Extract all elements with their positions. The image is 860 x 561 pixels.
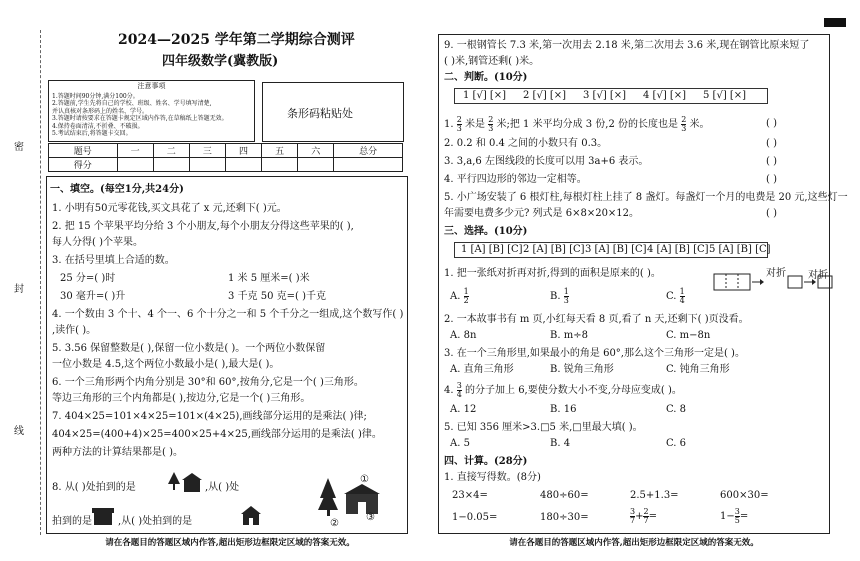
question-4-cont: ,读作( )。 xyxy=(52,325,97,336)
score-cell[interactable] xyxy=(189,158,225,172)
exam-subtitle: 四年级数学(冀教版) xyxy=(162,54,279,69)
calc-item-fraction-sum: $\frac{3}{7}$ + $\frac{2}{7}$ = xyxy=(630,507,657,525)
notice-line: 2.答题前,学生先将自己的学校、班级、姓名、学号填写清楚, xyxy=(52,100,212,107)
score-table xyxy=(48,143,403,172)
house-front-icon xyxy=(240,504,262,526)
choice-option[interactable]: 5 [A] [B] [C] xyxy=(709,244,771,255)
score-header: 六 xyxy=(298,144,334,158)
calc-title: 1. 直接写得数。(8分) xyxy=(444,472,541,483)
score-cell[interactable] xyxy=(334,158,403,172)
question-6-cont: 等边三角形的三个内角都是( ),按边分,它是一个( )三角形。 xyxy=(52,393,311,404)
choice-option[interactable]: 3 [A] [B] [C] xyxy=(585,244,647,255)
question-3: 3. 在括号里填上合适的数。 xyxy=(52,255,175,266)
choice-1-option-b: B. $\frac{1}{3}$ xyxy=(550,287,569,305)
judge-option[interactable]: 2 [√] [×] xyxy=(523,90,567,101)
fraction: $\frac{2}{3}$ xyxy=(488,115,494,133)
judge-option[interactable]: 1 [√] [×] xyxy=(463,90,507,101)
q3-item: 25 分=( )时 xyxy=(60,273,116,284)
score-header: 总分 xyxy=(334,144,403,158)
viewpoint-1: ① xyxy=(360,474,369,485)
binding-mark: 线 xyxy=(14,426,24,437)
question-8-line2: 拍到的是 xyxy=(52,516,92,527)
choice-4: 4. $\frac{3}{4}$ 的分子加上 6,要使分数大小不变,分母应变成( )。 xyxy=(444,381,682,399)
choice-1-option-a: A. $\frac{1}{2}$ xyxy=(450,287,469,305)
score-row-label: 得分 xyxy=(49,158,118,172)
left-footer: 请在各题目的答题区域内作答,超出矩形边框限定区域的答案无效。 xyxy=(105,538,355,548)
judge-answer-box[interactable] xyxy=(454,88,768,104)
right-page xyxy=(430,0,860,561)
section-judge: 二、判断。(10分) xyxy=(444,72,528,83)
notice-box xyxy=(48,80,255,142)
notice-line: 5.考试结束后,将答题卡交回。 xyxy=(52,130,132,137)
score-cell[interactable] xyxy=(153,158,189,172)
exam-title: 2024—2025 学年第二学期综合测评 xyxy=(118,32,355,48)
choice-2-option-b: B. m÷8 xyxy=(550,330,588,341)
choice-1-option-c: C. $\frac{1}{4}$ xyxy=(666,287,685,305)
choice-4-option-b: B. 16 xyxy=(550,404,577,415)
house-side-icon xyxy=(92,506,114,526)
choice-option[interactable]: 1 [A] [B] [C] xyxy=(461,244,523,255)
judge-option[interactable]: 3 [√] [×] xyxy=(583,90,627,101)
judge-paren[interactable]: ( ) xyxy=(766,138,777,149)
choice-3-option-a: A. 直角三角形 xyxy=(450,364,514,375)
question-5: 5. 3.56 保留整数是( ),保留一位小数是( )。一个两位小数保留 xyxy=(52,343,326,354)
question-7-cont: 404×25=(400+4)×25=400×25+4×25,画线部分运用的是乘法( )律。 xyxy=(52,429,382,440)
judge-1-b: 米是 xyxy=(465,119,486,130)
question-6: 6. 一个三角形两个内角分别是 30°和 60°,按角分,它是一个( )三角形。 xyxy=(52,377,364,388)
choice-1: 1. 把一张纸对折再对折,得到的面积是原来的( )。 xyxy=(444,268,661,279)
score-cell[interactable] xyxy=(262,158,298,172)
score-cell[interactable] xyxy=(117,158,153,172)
score-header: 四 xyxy=(225,144,261,158)
fold-label: 对折 xyxy=(766,268,786,279)
question-9: 9. 一根钢管长 7.3 米,第一次用去 2.18 米,第二次用去 3.6 米,现在钢管比原来短了 xyxy=(444,40,810,51)
judge-paren[interactable]: ( ) xyxy=(766,174,777,185)
score-header: 题号 xyxy=(49,144,118,158)
notice-title: 注意事项 xyxy=(137,82,166,90)
question-7: 7. 404×25=101×4×25=101×(4×25),画线部分运用的是乘法( )律; xyxy=(52,411,367,422)
score-cell[interactable] xyxy=(225,158,261,172)
judge-option[interactable]: 4 [√] [×] xyxy=(643,90,687,101)
choice-option[interactable]: 2 [A] [B] [C] xyxy=(523,244,585,255)
choice-5-option-c: C. 6 xyxy=(666,438,687,449)
choice-4-option-a: A. 12 xyxy=(450,404,477,415)
judge-3: 3. 3,a,6 左图线段的长度可以用 3a+6 表示。 xyxy=(444,156,649,167)
tree-house-icon xyxy=(168,470,202,494)
judge-1-a: 1. xyxy=(444,119,454,130)
calc-item: 23×4= xyxy=(452,490,488,501)
judge-1-d: 米。 xyxy=(689,119,710,130)
score-header: 五 xyxy=(262,144,298,158)
score-header: 二 xyxy=(153,144,189,158)
calc-item-fraction-diff: 1− $\frac{3}{5}$ = xyxy=(720,507,749,525)
judge-option[interactable]: 5 [√] [×] xyxy=(703,90,747,101)
judge-5-cont: 年需要电费多少元? 列式是 6×8×20×12。 xyxy=(444,208,640,219)
notice-line: 3.答题时请按要求在答题卡规定区域内作答,在草稿纸上答题无效。 xyxy=(52,115,228,122)
judge-1 xyxy=(444,116,709,133)
section-calc: 四、计算。(28分) xyxy=(444,456,528,467)
judge-paren[interactable]: ( ) xyxy=(766,156,777,167)
choice-5: 5. 已知 356 厘米>3.□5 米,□里最大填( )。 xyxy=(444,422,643,433)
calc-item: 480÷60= xyxy=(540,490,589,501)
choice-answer-box[interactable] xyxy=(454,242,771,258)
score-cell[interactable] xyxy=(298,158,334,172)
fraction: $\frac{2}{3}$ xyxy=(681,115,687,133)
judge-2: 2. 0.2 和 0.4 之间的小数只有 0.3。 xyxy=(444,138,608,149)
judge-5: 5. 小广场安装了 6 根灯柱,每根灯柱上挂了 8 盏灯。每盏灯一个月的电费是 20 元,这些灯一 xyxy=(444,192,848,203)
calc-item: 2.5+1.3= xyxy=(630,490,679,501)
notice-line: 4.保持卷面清洁,不折叠、不破损。 xyxy=(52,122,144,130)
section-choice: 三、选择。(10分) xyxy=(444,226,528,237)
choice-5-option-a: A. 5 xyxy=(450,438,470,449)
choice-4-option-c: C. 8 xyxy=(666,404,687,415)
judge-paren[interactable]: ( ) xyxy=(766,118,777,129)
choice-option[interactable]: 4 [A] [B] [C] xyxy=(647,244,709,255)
judge-1-c: 米;把 1 米平均分成 3 份,2 份的长度也是 xyxy=(496,119,679,130)
corner-marker xyxy=(824,18,846,27)
right-footer: 请在各题目的答题区域内作答,超出矩形边框限定区域的答案无效。 xyxy=(509,538,759,548)
choice-3-option-c: C. 钝角三角形 xyxy=(666,364,730,375)
question-1: 1. 小明有50元零花钱,买文具花了 x 元,还剩下( )元。 xyxy=(52,203,287,214)
choice-2-option-c: C. m−8n xyxy=(666,330,711,341)
binding-mark: 密 xyxy=(14,142,24,153)
question-9-cont: ( )米,钢管还剩( )米。 xyxy=(444,56,540,67)
barcode-area xyxy=(262,82,404,142)
binding-line xyxy=(6,30,41,535)
choice-3: 3. 在一个三角形里,如果最小的角是 60°,那么这个三角形一定是( )。 xyxy=(444,348,745,359)
fraction: $\frac{2}{3}$ xyxy=(456,115,462,133)
question-4: 4. 一个数由 3 个十、4 个一、6 个十分之一和 5 个千分之一组成,这个数写作( ) xyxy=(52,309,404,320)
score-header: 一 xyxy=(117,144,153,158)
question-8-line2-cont: ,从( )处拍到的是 xyxy=(118,516,193,527)
choice-5-option-b: B. 4 xyxy=(550,438,571,449)
question-7-result: 两种方法的计算结果都是( )。 xyxy=(52,447,183,458)
q3-item: 1 米 5 厘米=( )米 xyxy=(228,273,310,284)
choice-2-option-a: A. 8n xyxy=(450,330,477,341)
question-5-cont: 一位小数是 4.5,这个两位小数最小是( ),最大是( )。 xyxy=(52,359,280,370)
question-2: 2. 把 15 个苹果平均分给 3 个小朋友,每个小朋友分得这些苹果的( ), xyxy=(52,221,354,232)
q3-item: 30 毫升=( )升 xyxy=(60,291,126,302)
calc-item: 1−0.05= xyxy=(452,512,498,523)
section-fill: 一、填空。(每空1分,共24分) xyxy=(50,184,184,195)
barcode-label: 条形码粘贴处 xyxy=(287,107,353,120)
viewpoint-3: ③ xyxy=(366,512,375,523)
notice-line: 并认真核对条形码上的姓名、学号。 xyxy=(52,107,149,115)
notice-line: 1.答题时间90分钟,满分100分。 xyxy=(52,92,139,100)
judge-4: 4. 平行四边形的邻边一定相等。 xyxy=(444,174,587,185)
fold-label: 对折 xyxy=(808,270,828,281)
judge-paren[interactable]: ( ) xyxy=(766,208,777,219)
calc-item: 600×30= xyxy=(720,490,769,501)
calc-item: 180÷30= xyxy=(540,512,589,523)
viewpoint-2: ② xyxy=(330,518,339,529)
choice-2: 2. 一本故事书有 m 页,小红每天看 8 页,看了 n 天,还剩下( )页没看。 xyxy=(444,314,749,325)
score-header: 三 xyxy=(189,144,225,158)
question-8-cont: ,从( )处 xyxy=(205,482,240,493)
choice-3-option-b: B. 锐角三角形 xyxy=(550,364,614,375)
binding-mark: 封 xyxy=(14,284,24,295)
question-8: 8. 从( )处拍到的是 xyxy=(52,482,136,493)
q3-item: 3 千克 50 克=( )千克 xyxy=(228,291,326,302)
question-2-cont: 每人分得( )个苹果。 xyxy=(52,237,143,248)
